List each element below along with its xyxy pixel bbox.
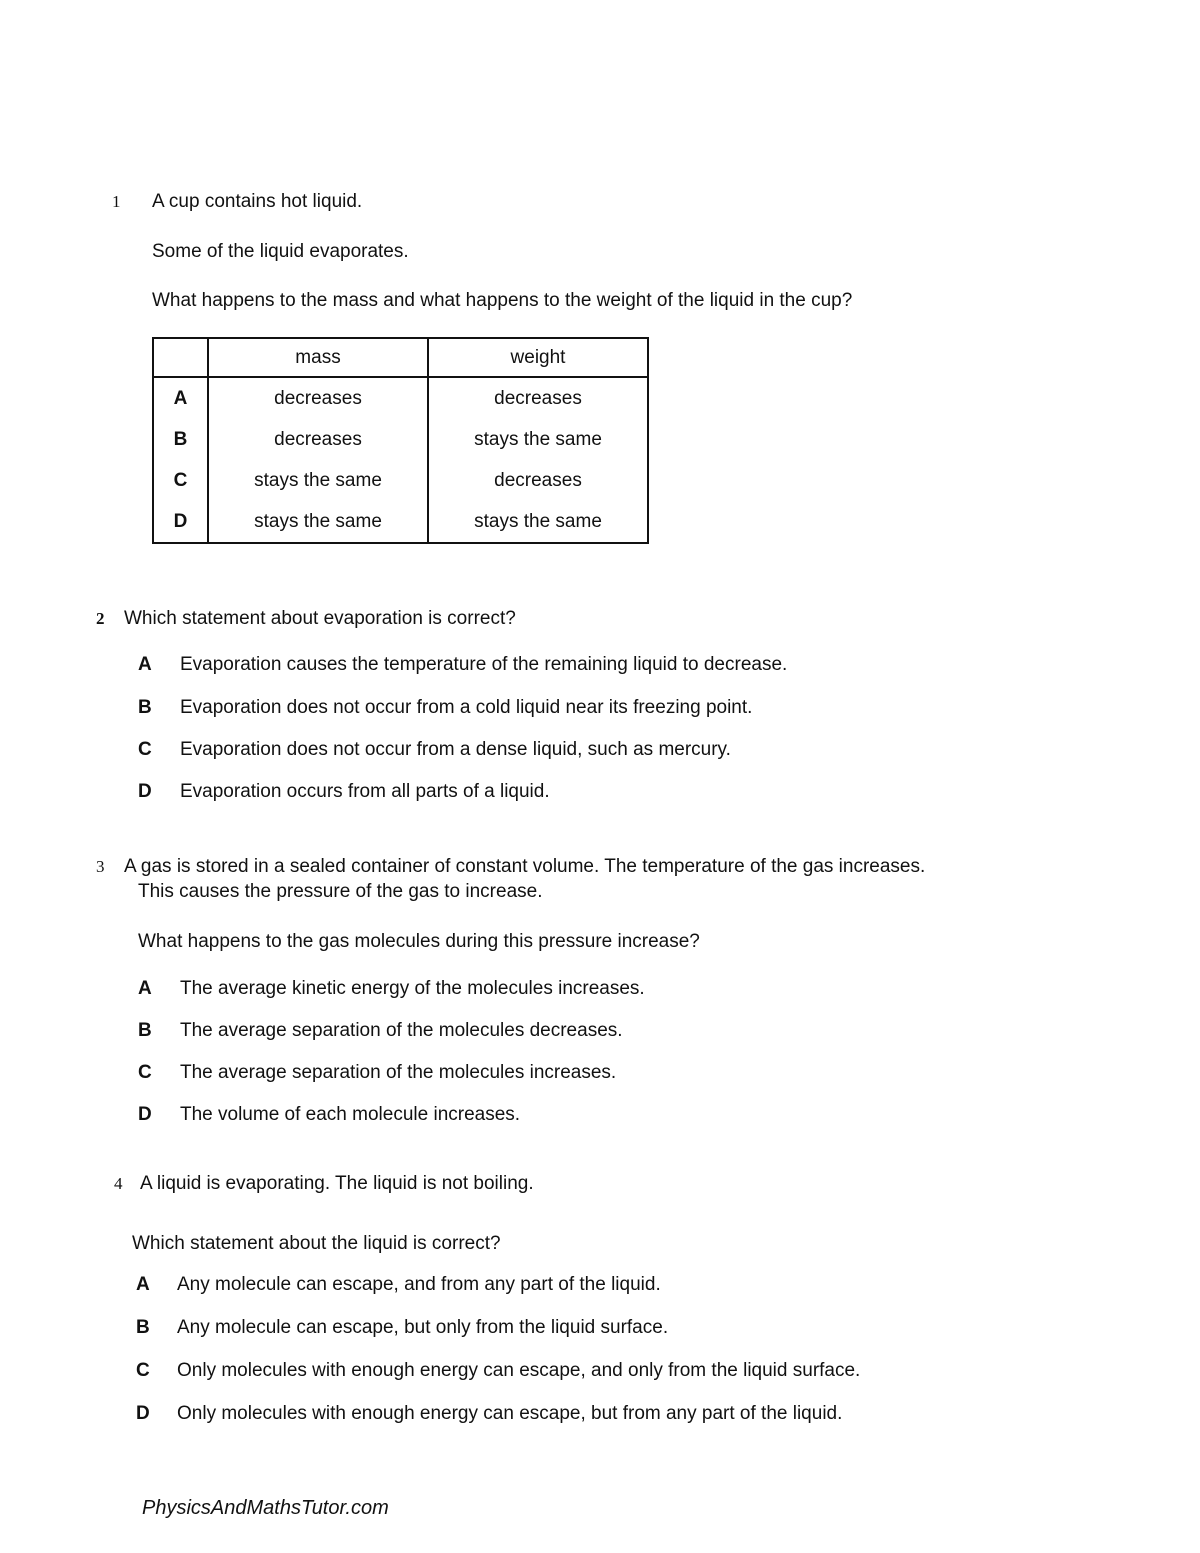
mass-cell: stays the same	[208, 460, 428, 501]
question-3-number: 3	[96, 857, 105, 876]
table-row	[153, 501, 648, 543]
option-letter: A	[138, 978, 152, 999]
option-letter: C	[138, 1062, 152, 1083]
option-letter: C	[136, 1360, 150, 1381]
question-1-stem-line-1: A cup contains hot liquid.	[152, 191, 363, 212]
table-header-weight: weight	[428, 338, 648, 377]
option-text: Any molecule can escape, but only from the liquid surface.	[177, 1317, 669, 1338]
option-text: Evaporation occurs from all parts of a liquid.	[180, 781, 550, 802]
table-row	[153, 460, 648, 501]
question-1-stem-line-2: Some of the liquid evaporates.	[152, 241, 409, 262]
footer-site-name: PhysicsAndMathsTutor.com	[142, 1497, 389, 1519]
option-letter: D	[138, 1104, 152, 1125]
option-letter: C	[153, 460, 208, 501]
option-letter: A	[136, 1274, 150, 1295]
option-text: Evaporation does not occur from a dense liquid, such as mercury.	[180, 739, 731, 760]
mass-cell: stays the same	[208, 501, 428, 543]
question-3-stem-line-3: What happens to the gas molecules during this pressure increase?	[138, 931, 700, 952]
weight-cell: decreases	[428, 460, 648, 501]
question-2-number: 2	[96, 609, 105, 628]
option-letter: B	[153, 419, 208, 460]
option-letter: A	[138, 654, 152, 675]
table-row	[153, 419, 648, 460]
option-text: The average separation of the molecules increases.	[180, 1062, 617, 1083]
option-text: The volume of each molecule increases.	[180, 1104, 521, 1125]
table-header-blank	[153, 338, 208, 377]
option-text: The average separation of the molecules decreases.	[180, 1020, 623, 1041]
question-4-stem-line-2: Which statement about the liquid is correct?	[132, 1233, 501, 1254]
weight-cell: stays the same	[428, 501, 648, 543]
question-2-stem: Which statement about evaporation is correct?	[124, 608, 516, 629]
option-letter: B	[138, 1020, 152, 1041]
option-letter: D	[138, 781, 152, 802]
option-text: Only molecules with enough energy can escape, but from any part of the liquid.	[177, 1403, 843, 1424]
table-row	[153, 377, 648, 419]
option-text: Any molecule can escape, and from any part of the liquid.	[177, 1274, 661, 1295]
table-header-mass: mass	[208, 338, 428, 377]
mass-weight-table	[152, 337, 649, 544]
option-text: Only molecules with enough energy can escape, and only from the liquid surface.	[177, 1360, 861, 1381]
option-text: Evaporation does not occur from a cold liquid near its freezing point.	[180, 697, 753, 718]
option-text: The average kinetic energy of the molecules increases.	[180, 978, 645, 999]
question-3-stem-line-1: A gas is stored in a sealed container of constant volume. The temperature of the gas increases.	[124, 856, 926, 877]
mass-cell: decreases	[208, 377, 428, 419]
option-text: Evaporation causes the temperature of the remaining liquid to decrease.	[180, 654, 788, 675]
question-1-number: 1	[112, 192, 121, 211]
question-1-stem-line-3: What happens to the mass and what happens to the weight of the liquid in the cup?	[152, 290, 853, 311]
question-3-stem-line-2: This causes the pressure of the gas to increase.	[138, 881, 543, 902]
question-4-number: 4	[114, 1174, 123, 1193]
mass-cell: decreases	[208, 419, 428, 460]
question-4-stem-line-1: A liquid is evaporating. The liquid is not boiling.	[140, 1173, 534, 1194]
option-letter: A	[153, 377, 208, 419]
option-letter: D	[136, 1403, 150, 1424]
option-letter: C	[138, 739, 152, 760]
option-letter: B	[138, 697, 152, 718]
option-letter: B	[136, 1317, 150, 1338]
weight-cell: decreases	[428, 377, 648, 419]
weight-cell: stays the same	[428, 419, 648, 460]
option-letter: D	[153, 501, 208, 543]
table-header-row	[153, 338, 648, 377]
